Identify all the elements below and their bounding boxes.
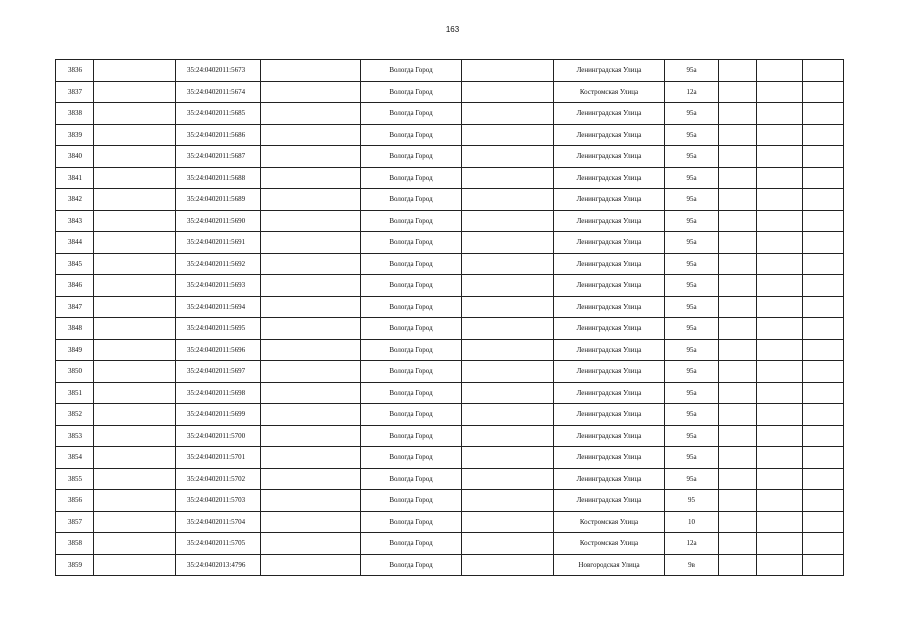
street-cell: Ленинградская Улица xyxy=(554,167,665,189)
empty-cell xyxy=(803,339,844,361)
cadastral-number-cell: 35:24:0402011:5700 xyxy=(176,425,261,447)
empty-cell xyxy=(94,189,176,211)
empty-cell xyxy=(719,382,757,404)
row-number-cell: 3858 xyxy=(56,533,94,555)
table-row xyxy=(56,533,844,555)
row-number-cell: 3841 xyxy=(56,167,94,189)
house-number-cell: 95а xyxy=(665,275,719,297)
row-number-cell: 3837 xyxy=(56,81,94,103)
empty-cell xyxy=(803,189,844,211)
street-cell: Ленинградская Улица xyxy=(554,146,665,168)
house-number-cell: 95а xyxy=(665,124,719,146)
house-number-cell: 95а xyxy=(665,60,719,82)
house-number-cell: 9в xyxy=(665,554,719,576)
street-cell: Костромская Улица xyxy=(554,511,665,533)
empty-cell xyxy=(261,511,361,533)
empty-cell xyxy=(261,146,361,168)
empty-cell xyxy=(803,275,844,297)
row-number-cell: 3850 xyxy=(56,361,94,383)
city-cell: Вологда Город xyxy=(361,167,462,189)
empty-cell xyxy=(757,124,803,146)
empty-cell xyxy=(803,124,844,146)
empty-cell xyxy=(462,253,554,275)
empty-cell xyxy=(94,533,176,555)
row-number-cell: 3846 xyxy=(56,275,94,297)
empty-cell xyxy=(719,210,757,232)
empty-cell xyxy=(719,468,757,490)
house-number-cell: 10 xyxy=(665,511,719,533)
empty-cell xyxy=(94,554,176,576)
empty-cell xyxy=(261,189,361,211)
table-row xyxy=(56,81,844,103)
empty-cell xyxy=(94,146,176,168)
city-cell: Вологда Город xyxy=(361,296,462,318)
table-row xyxy=(56,468,844,490)
empty-cell xyxy=(261,382,361,404)
cadastral-number-cell: 35:24:0402011:5687 xyxy=(176,146,261,168)
registry-table xyxy=(55,59,844,576)
cadastral-number-cell: 35:24:0402011:5692 xyxy=(176,253,261,275)
city-cell: Вологда Город xyxy=(361,425,462,447)
street-cell: Ленинградская Улица xyxy=(554,60,665,82)
row-number-cell: 3851 xyxy=(56,382,94,404)
cadastral-number-cell: 35:24:0402011:5693 xyxy=(176,275,261,297)
city-cell: Вологда Город xyxy=(361,447,462,469)
house-number-cell: 95а xyxy=(665,232,719,254)
empty-cell xyxy=(719,60,757,82)
empty-cell xyxy=(719,167,757,189)
city-cell: Вологда Город xyxy=(361,103,462,125)
table-row xyxy=(56,232,844,254)
empty-cell xyxy=(94,253,176,275)
empty-cell xyxy=(803,60,844,82)
empty-cell xyxy=(757,425,803,447)
street-cell: Ленинградская Улица xyxy=(554,382,665,404)
house-number-cell: 95а xyxy=(665,339,719,361)
empty-cell xyxy=(94,232,176,254)
empty-cell xyxy=(719,81,757,103)
empty-cell xyxy=(462,275,554,297)
table-row xyxy=(56,490,844,512)
street-cell: Ленинградская Улица xyxy=(554,275,665,297)
row-number-cell: 3840 xyxy=(56,146,94,168)
street-cell: Ленинградская Улица xyxy=(554,296,665,318)
empty-cell xyxy=(462,468,554,490)
street-cell: Ленинградская Улица xyxy=(554,210,665,232)
empty-cell xyxy=(94,103,176,125)
city-cell: Вологда Город xyxy=(361,318,462,340)
empty-cell xyxy=(462,361,554,383)
empty-cell xyxy=(462,425,554,447)
empty-cell xyxy=(719,124,757,146)
cadastral-number-cell: 35:24:0402011:5697 xyxy=(176,361,261,383)
empty-cell xyxy=(757,275,803,297)
empty-cell xyxy=(261,210,361,232)
city-cell: Вологда Город xyxy=(361,339,462,361)
cadastral-number-cell: 35:24:0402011:5701 xyxy=(176,447,261,469)
empty-cell xyxy=(462,339,554,361)
cadastral-number-cell: 35:24:0402011:5691 xyxy=(176,232,261,254)
house-number-cell: 95а xyxy=(665,103,719,125)
city-cell: Вологда Город xyxy=(361,468,462,490)
cadastral-number-cell: 35:24:0402011:5696 xyxy=(176,339,261,361)
city-cell: Вологда Город xyxy=(361,554,462,576)
row-number-cell: 3847 xyxy=(56,296,94,318)
empty-cell xyxy=(261,232,361,254)
empty-cell xyxy=(261,404,361,426)
empty-cell xyxy=(462,490,554,512)
cadastral-number-cell: 35:24:0402011:5689 xyxy=(176,189,261,211)
house-number-cell: 95а xyxy=(665,189,719,211)
empty-cell xyxy=(261,296,361,318)
empty-cell xyxy=(462,189,554,211)
table-row xyxy=(56,146,844,168)
empty-cell xyxy=(757,468,803,490)
table-row xyxy=(56,60,844,82)
table-row xyxy=(56,275,844,297)
empty-cell xyxy=(719,275,757,297)
empty-cell xyxy=(757,81,803,103)
empty-cell xyxy=(462,210,554,232)
empty-cell xyxy=(803,81,844,103)
cadastral-number-cell: 35:24:0402011:5673 xyxy=(176,60,261,82)
empty-cell xyxy=(94,81,176,103)
empty-cell xyxy=(757,339,803,361)
empty-cell xyxy=(757,447,803,469)
street-cell: Ленинградская Улица xyxy=(554,339,665,361)
table-row xyxy=(56,554,844,576)
empty-cell xyxy=(757,382,803,404)
table-row xyxy=(56,124,844,146)
empty-cell xyxy=(462,103,554,125)
cadastral-number-cell: 35:24:0402011:5688 xyxy=(176,167,261,189)
row-number-cell: 3853 xyxy=(56,425,94,447)
empty-cell xyxy=(261,318,361,340)
empty-cell xyxy=(803,103,844,125)
empty-cell xyxy=(719,232,757,254)
table-row xyxy=(56,425,844,447)
empty-cell xyxy=(94,425,176,447)
registry-table-body xyxy=(56,60,844,576)
empty-cell xyxy=(803,447,844,469)
house-number-cell: 95а xyxy=(665,447,719,469)
empty-cell xyxy=(803,253,844,275)
empty-cell xyxy=(803,511,844,533)
empty-cell xyxy=(757,361,803,383)
table-row xyxy=(56,210,844,232)
empty-cell xyxy=(462,81,554,103)
table-row xyxy=(56,404,844,426)
row-number-cell: 3857 xyxy=(56,511,94,533)
cadastral-number-cell: 35:24:0402011:5686 xyxy=(176,124,261,146)
street-cell: Ленинградская Улица xyxy=(554,447,665,469)
empty-cell xyxy=(757,296,803,318)
row-number-cell: 3839 xyxy=(56,124,94,146)
city-cell: Вологда Город xyxy=(361,533,462,555)
table-row xyxy=(56,318,844,340)
page-number: 163 xyxy=(445,25,460,34)
row-number-cell: 3843 xyxy=(56,210,94,232)
empty-cell xyxy=(261,447,361,469)
empty-cell xyxy=(757,253,803,275)
empty-cell xyxy=(462,511,554,533)
row-number-cell: 3849 xyxy=(56,339,94,361)
cadastral-number-cell: 35:24:0402011:5704 xyxy=(176,511,261,533)
house-number-cell: 95а xyxy=(665,425,719,447)
empty-cell xyxy=(719,103,757,125)
empty-cell xyxy=(719,404,757,426)
street-cell: Ленинградская Улица xyxy=(554,189,665,211)
street-cell: Ленинградская Улица xyxy=(554,318,665,340)
empty-cell xyxy=(719,490,757,512)
empty-cell xyxy=(803,554,844,576)
house-number-cell: 95а xyxy=(665,382,719,404)
empty-cell xyxy=(719,533,757,555)
empty-cell xyxy=(462,447,554,469)
empty-cell xyxy=(803,318,844,340)
empty-cell xyxy=(261,103,361,125)
empty-cell xyxy=(462,232,554,254)
empty-cell xyxy=(94,404,176,426)
street-cell: Ленинградская Улица xyxy=(554,232,665,254)
empty-cell xyxy=(94,167,176,189)
street-cell: Ленинградская Улица xyxy=(554,404,665,426)
table-row xyxy=(56,511,844,533)
city-cell: Вологда Город xyxy=(361,146,462,168)
empty-cell xyxy=(757,554,803,576)
empty-cell xyxy=(803,361,844,383)
city-cell: Вологда Город xyxy=(361,490,462,512)
empty-cell xyxy=(803,533,844,555)
city-cell: Вологда Город xyxy=(361,382,462,404)
city-cell: Вологда Город xyxy=(361,60,462,82)
city-cell: Вологда Город xyxy=(361,404,462,426)
empty-cell xyxy=(462,533,554,555)
empty-cell xyxy=(803,167,844,189)
empty-cell xyxy=(94,124,176,146)
table-row xyxy=(56,296,844,318)
table-row xyxy=(56,361,844,383)
cadastral-number-cell: 35:24:0402011:5698 xyxy=(176,382,261,404)
empty-cell xyxy=(94,447,176,469)
empty-cell xyxy=(462,554,554,576)
empty-cell xyxy=(757,404,803,426)
empty-cell xyxy=(719,511,757,533)
table-row xyxy=(56,339,844,361)
street-cell: Ленинградская Улица xyxy=(554,468,665,490)
cadastral-number-cell: 35:24:0402011:5690 xyxy=(176,210,261,232)
city-cell: Вологда Город xyxy=(361,275,462,297)
street-cell: Ленинградская Улица xyxy=(554,253,665,275)
empty-cell xyxy=(757,103,803,125)
empty-cell xyxy=(757,232,803,254)
table-row xyxy=(56,103,844,125)
street-cell: Ленинградская Улица xyxy=(554,103,665,125)
cadastral-number-cell: 35:24:0402011:5695 xyxy=(176,318,261,340)
empty-cell xyxy=(261,124,361,146)
empty-cell xyxy=(757,210,803,232)
empty-cell xyxy=(757,318,803,340)
cadastral-number-cell: 35:24:0402011:5702 xyxy=(176,468,261,490)
cadastral-number-cell: 35:24:0402011:5699 xyxy=(176,404,261,426)
empty-cell xyxy=(261,468,361,490)
house-number-cell: 95а xyxy=(665,361,719,383)
empty-cell xyxy=(261,167,361,189)
empty-cell xyxy=(719,189,757,211)
empty-cell xyxy=(261,275,361,297)
house-number-cell: 95 xyxy=(665,490,719,512)
city-cell: Вологда Город xyxy=(361,210,462,232)
house-number-cell: 95а xyxy=(665,210,719,232)
row-number-cell: 3855 xyxy=(56,468,94,490)
cadastral-number-cell: 35:24:0402011:5703 xyxy=(176,490,261,512)
street-cell: Ленинградская Улица xyxy=(554,490,665,512)
empty-cell xyxy=(803,468,844,490)
row-number-cell: 3842 xyxy=(56,189,94,211)
empty-cell xyxy=(261,425,361,447)
empty-cell xyxy=(261,339,361,361)
empty-cell xyxy=(261,60,361,82)
empty-cell xyxy=(261,533,361,555)
empty-cell xyxy=(94,490,176,512)
empty-cell xyxy=(261,490,361,512)
city-cell: Вологда Город xyxy=(361,232,462,254)
house-number-cell: 12а xyxy=(665,81,719,103)
row-number-cell: 3854 xyxy=(56,447,94,469)
street-cell: Костромская Улица xyxy=(554,81,665,103)
empty-cell xyxy=(94,275,176,297)
empty-cell xyxy=(261,554,361,576)
house-number-cell: 95а xyxy=(665,146,719,168)
table-row xyxy=(56,189,844,211)
empty-cell xyxy=(803,146,844,168)
empty-cell xyxy=(803,296,844,318)
empty-cell xyxy=(757,60,803,82)
row-number-cell: 3845 xyxy=(56,253,94,275)
empty-cell xyxy=(757,533,803,555)
empty-cell xyxy=(94,511,176,533)
empty-cell xyxy=(719,447,757,469)
cadastral-number-cell: 35:24:0402011:5685 xyxy=(176,103,261,125)
city-cell: Вологда Город xyxy=(361,124,462,146)
empty-cell xyxy=(719,146,757,168)
empty-cell xyxy=(719,318,757,340)
house-number-cell: 12а xyxy=(665,533,719,555)
empty-cell xyxy=(719,296,757,318)
city-cell: Вологда Город xyxy=(361,81,462,103)
cadastral-number-cell: 35:24:0402011:5705 xyxy=(176,533,261,555)
city-cell: Вологда Город xyxy=(361,361,462,383)
street-cell: Ленинградская Улица xyxy=(554,124,665,146)
city-cell: Вологда Город xyxy=(361,511,462,533)
empty-cell xyxy=(757,490,803,512)
empty-cell xyxy=(757,167,803,189)
row-number-cell: 3859 xyxy=(56,554,94,576)
empty-cell xyxy=(94,468,176,490)
row-number-cell: 3836 xyxy=(56,60,94,82)
empty-cell xyxy=(803,232,844,254)
cadastral-number-cell: 35:24:0402013:4796 xyxy=(176,554,261,576)
empty-cell xyxy=(719,361,757,383)
empty-cell xyxy=(94,361,176,383)
row-number-cell: 3856 xyxy=(56,490,94,512)
empty-cell xyxy=(94,60,176,82)
empty-cell xyxy=(462,318,554,340)
empty-cell xyxy=(719,554,757,576)
empty-cell xyxy=(719,253,757,275)
empty-cell xyxy=(803,404,844,426)
house-number-cell: 95а xyxy=(665,468,719,490)
empty-cell xyxy=(462,382,554,404)
empty-cell xyxy=(94,339,176,361)
table-row xyxy=(56,253,844,275)
empty-cell xyxy=(803,210,844,232)
cadastral-number-cell: 35:24:0402011:5674 xyxy=(176,81,261,103)
cadastral-number-cell: 35:24:0402011:5694 xyxy=(176,296,261,318)
empty-cell xyxy=(94,296,176,318)
empty-cell xyxy=(803,490,844,512)
empty-cell xyxy=(94,318,176,340)
empty-cell xyxy=(261,81,361,103)
empty-cell xyxy=(462,60,554,82)
empty-cell xyxy=(462,296,554,318)
empty-cell xyxy=(94,382,176,404)
empty-cell xyxy=(94,210,176,232)
empty-cell xyxy=(757,189,803,211)
table-row xyxy=(56,167,844,189)
empty-cell xyxy=(803,425,844,447)
empty-cell xyxy=(719,339,757,361)
empty-cell xyxy=(719,425,757,447)
empty-cell xyxy=(803,382,844,404)
street-cell: Ленинградская Улица xyxy=(554,425,665,447)
row-number-cell: 3844 xyxy=(56,232,94,254)
house-number-cell: 95а xyxy=(665,404,719,426)
row-number-cell: 3852 xyxy=(56,404,94,426)
empty-cell xyxy=(261,253,361,275)
empty-cell xyxy=(462,167,554,189)
empty-cell xyxy=(462,404,554,426)
house-number-cell: 95а xyxy=(665,318,719,340)
house-number-cell: 95а xyxy=(665,167,719,189)
street-cell: Костромская Улица xyxy=(554,533,665,555)
house-number-cell: 95а xyxy=(665,296,719,318)
row-number-cell: 3848 xyxy=(56,318,94,340)
empty-cell xyxy=(757,146,803,168)
empty-cell xyxy=(757,511,803,533)
table-row xyxy=(56,447,844,469)
table-row xyxy=(56,382,844,404)
street-cell: Ленинградская Улица xyxy=(554,361,665,383)
city-cell: Вологда Город xyxy=(361,253,462,275)
street-cell: Новгородская Улица xyxy=(554,554,665,576)
house-number-cell: 95а xyxy=(665,253,719,275)
row-number-cell: 3838 xyxy=(56,103,94,125)
empty-cell xyxy=(462,124,554,146)
empty-cell xyxy=(462,146,554,168)
city-cell: Вологда Город xyxy=(361,189,462,211)
empty-cell xyxy=(261,361,361,383)
